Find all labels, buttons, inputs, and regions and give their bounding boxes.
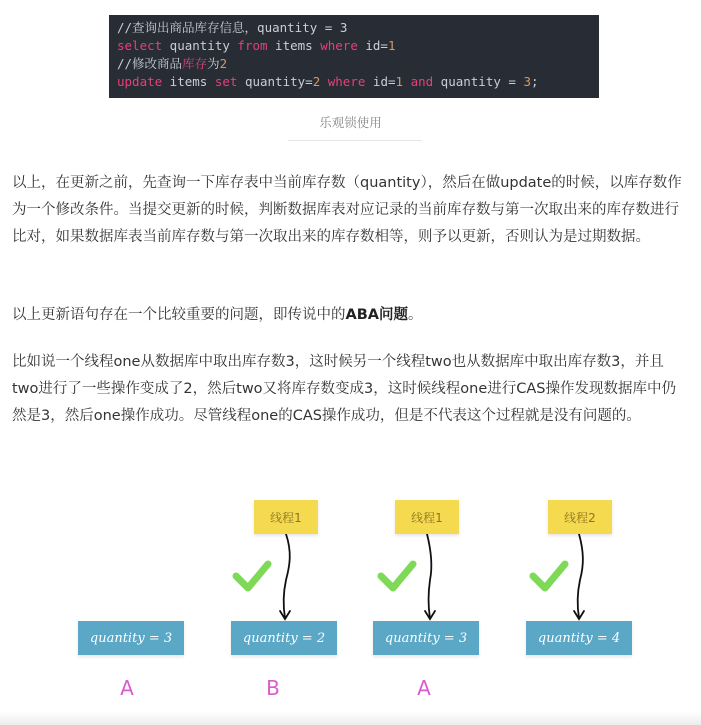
code-text	[403, 74, 411, 89]
code-text: id=	[357, 38, 388, 53]
sticky-note: 线程1	[395, 500, 459, 534]
sticky-note: 线程1	[254, 500, 318, 534]
code-number: 2	[219, 56, 228, 71]
code-text: quantity =	[433, 74, 524, 89]
sql-keyword: and	[410, 74, 434, 89]
code-text: quantity	[162, 38, 238, 53]
code-text: quantity=	[237, 74, 313, 89]
code-line-3	[117, 55, 591, 73]
aba-diagram	[0, 490, 701, 725]
code-comment: //修改商品	[117, 56, 183, 71]
code-line-1: //查询出商品库存信息，quantity = 3	[117, 20, 348, 35]
code-text: id=	[365, 74, 396, 89]
paragraph-intro: 以上，在更新之前，先查询一下库存表中当前库存数（quantity），然后在做update的时候，以库存数作为一个修改条件。当提交更新的时候，判断数据库表对应记录的当前库存数与第一次取出来的库存数进行比对，如果数据库表当前库存数与第一次取出来的库存数相等，则予以更新，否则认为是过期数据。	[12, 175, 682, 245]
code-comment: 为	[207, 56, 220, 71]
quantity-box: quantity = 3	[78, 621, 184, 655]
sql-keyword: where	[327, 74, 366, 89]
quantity-box: quantity = 3	[373, 621, 479, 655]
check-mark-icon	[533, 564, 565, 588]
code-block	[109, 15, 599, 98]
bottom-edge	[0, 712, 701, 725]
paragraph-text: 以上更新语句存在一个比较重要的问题，即传说中的	[12, 307, 346, 323]
paragraph-text: 。	[408, 307, 423, 323]
quantity-box: quantity = 4	[526, 621, 632, 655]
code-line-2	[117, 37, 591, 55]
code-text: ;	[530, 74, 539, 89]
paragraph-example: 比如说一个线程one从数据库中取出库存数3，这时候另一个线程two也从数据库中取出库存数3，并且two进行了一些操作变成了2，然后two又将库存数变成3，这时候线程one进行CAS操作发现数据库中仍然是3，然后one操作成功。尽管线程one的CAS操作成功，但是不代表这个过程就是没有问题的。	[12, 354, 677, 424]
paragraph-aba-problem	[12, 302, 690, 329]
code-highlight: 库存	[182, 56, 208, 71]
state-letter: B	[266, 676, 280, 700]
sql-keyword: where	[320, 38, 358, 53]
sql-keyword: from	[237, 38, 268, 53]
quantity-box: quantity = 2	[231, 621, 337, 655]
state-letter: A	[120, 676, 134, 700]
arrow-icon	[284, 534, 290, 618]
code-text: items	[162, 74, 215, 89]
code-text	[320, 74, 328, 89]
check-mark-icon	[236, 564, 268, 588]
state-letter: A	[417, 676, 431, 700]
sql-keyword: update	[117, 74, 163, 89]
caption-divider	[288, 140, 422, 141]
code-number: 1	[395, 74, 404, 89]
code-number: 2	[312, 74, 321, 89]
code-caption: 乐观锁使用	[319, 115, 382, 130]
aba-term: ABA问题	[345, 307, 408, 323]
arrow-icon	[578, 534, 583, 618]
sticky-note: 线程2	[548, 500, 612, 534]
code-line-4	[117, 73, 591, 91]
check-mark-icon	[381, 564, 413, 588]
code-number: 1	[387, 38, 396, 53]
code-text: items	[267, 38, 321, 53]
code-number: 3	[523, 74, 531, 89]
sql-keyword: set	[214, 74, 238, 89]
arrow-icon	[427, 534, 431, 618]
sql-keyword: select	[117, 38, 163, 53]
